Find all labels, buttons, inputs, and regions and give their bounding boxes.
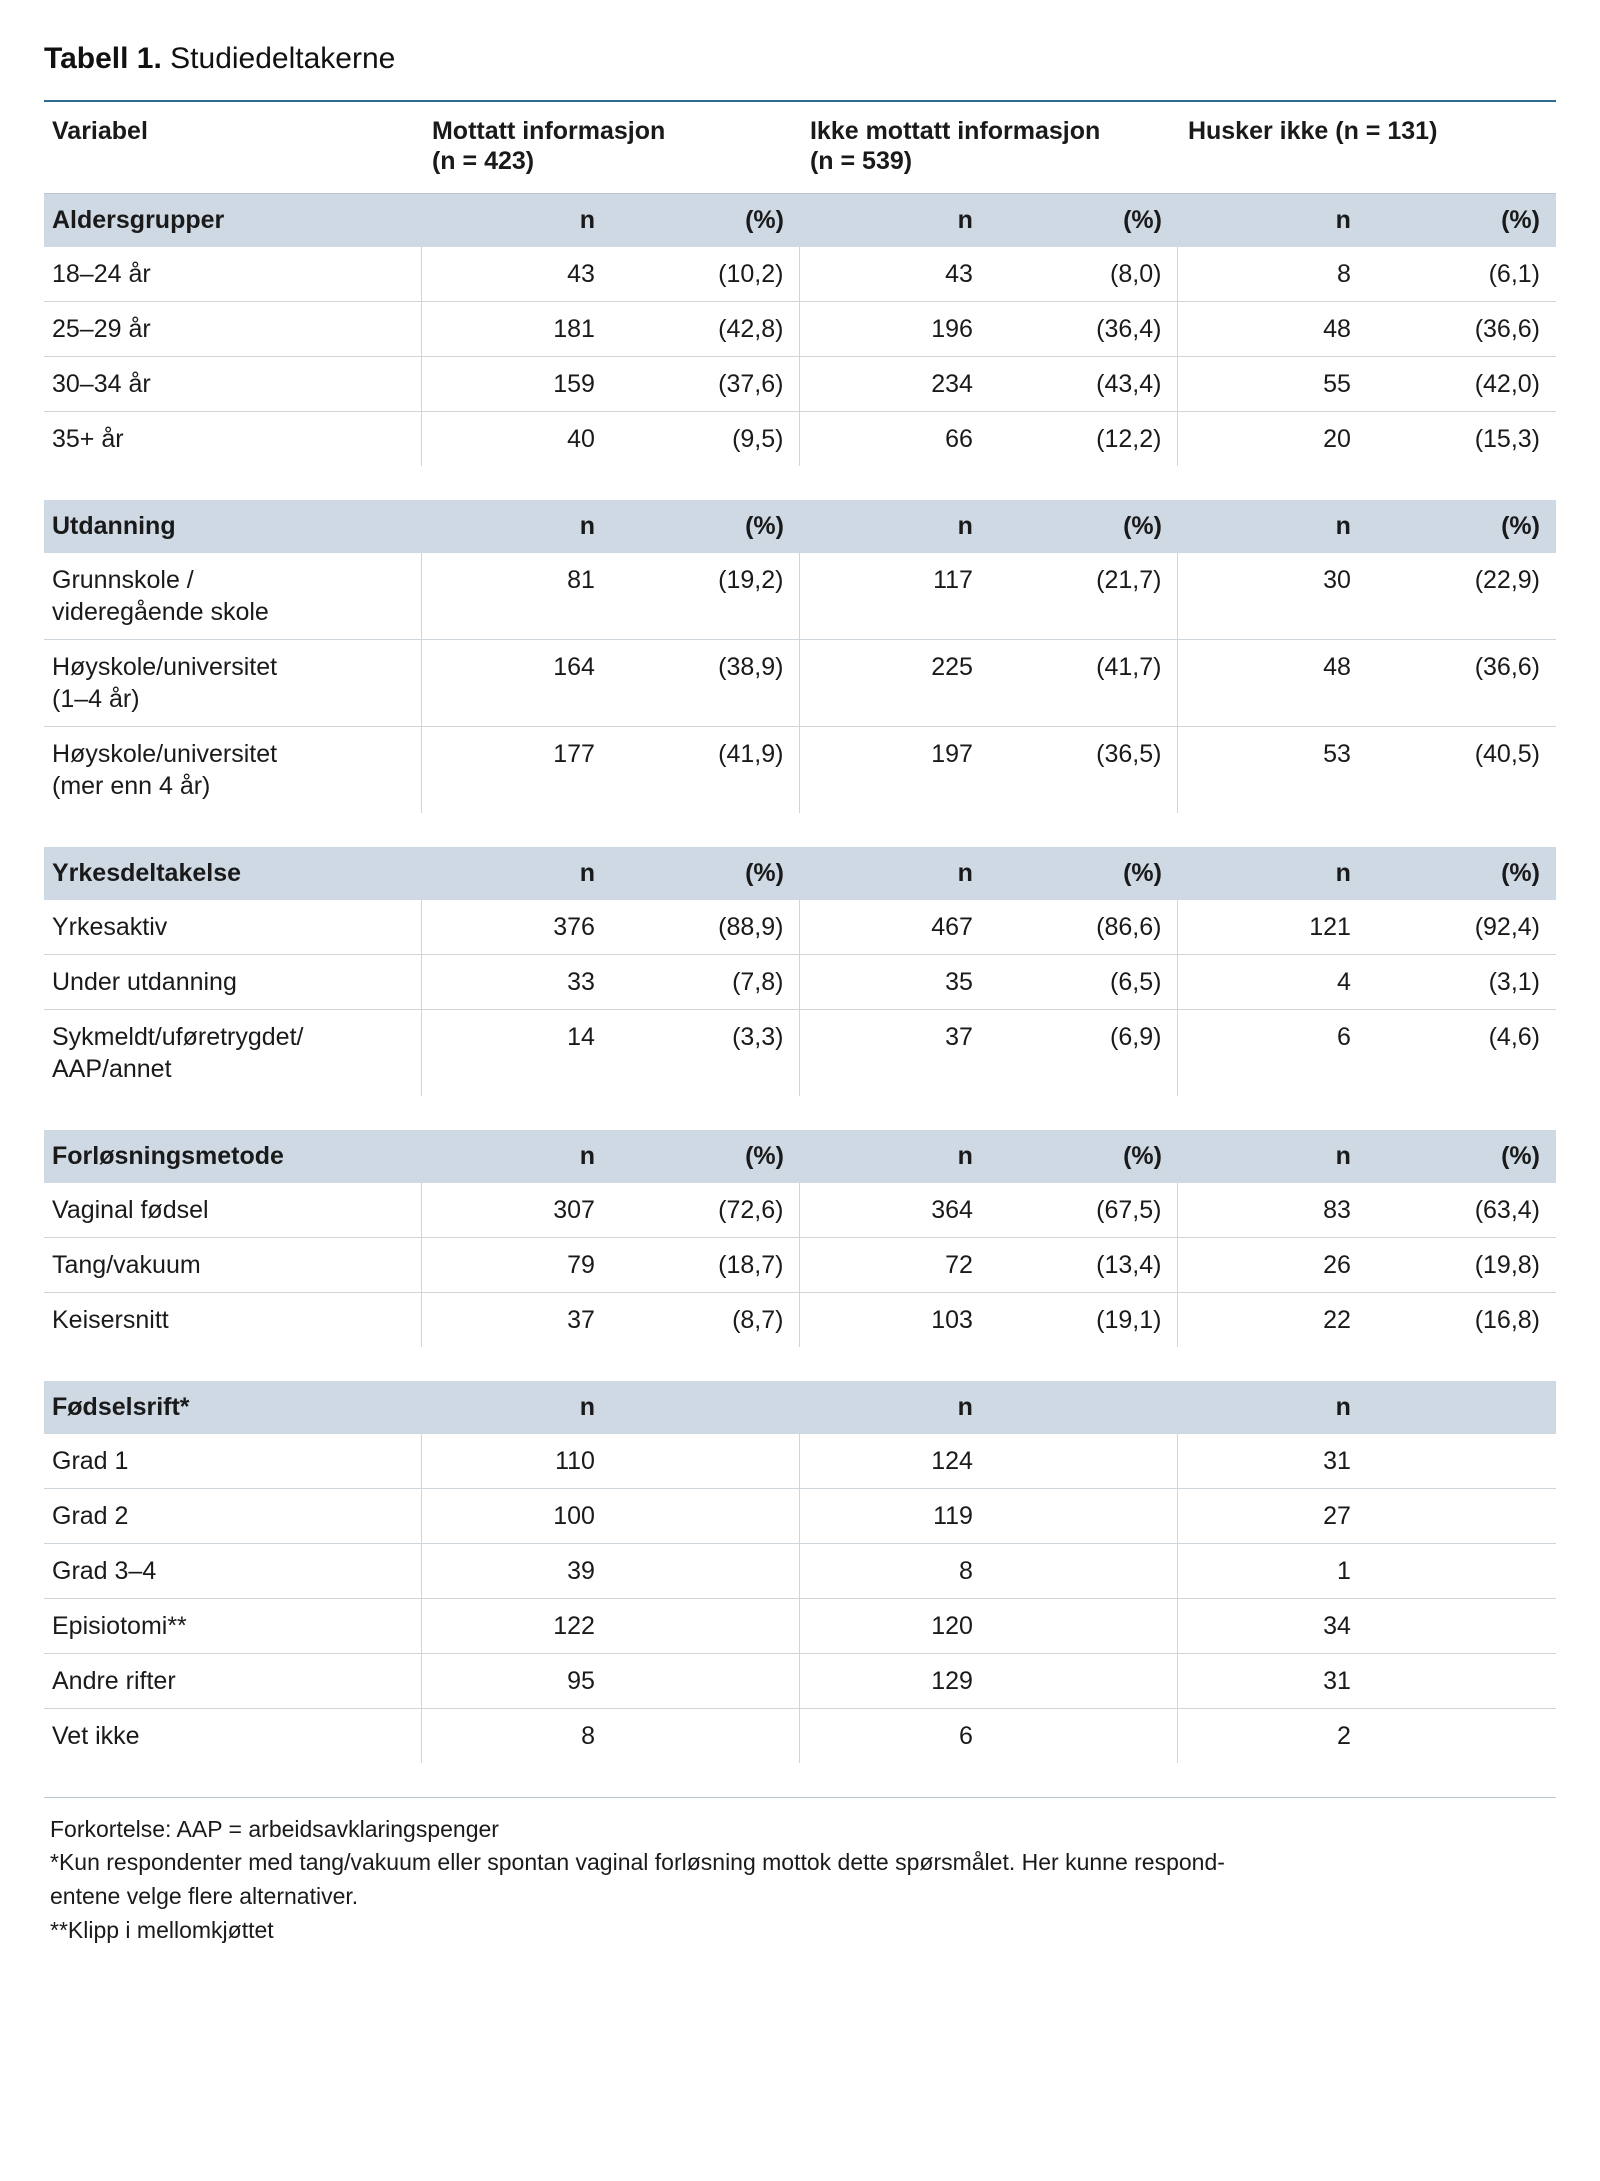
cell-count: 121 (1178, 900, 1367, 955)
cell-percent: (9,5) (732, 424, 784, 453)
section-subheader: (%) (611, 847, 800, 900)
section-subheader: n (800, 193, 989, 247)
section-subheader: n (1178, 1381, 1367, 1434)
cell-count: 467 (800, 900, 989, 955)
row-label: Episiotomi** (44, 1598, 422, 1653)
cell-count: 159 (422, 356, 611, 411)
cell-percent: (92,4) (1367, 900, 1556, 955)
caption-title: Studiedeltakerne (161, 42, 396, 75)
cell-count: 6 (1178, 1009, 1367, 1096)
section-subheader: (%) (989, 847, 1178, 900)
cell-percent (1367, 1434, 1556, 1489)
section-subheader: n (422, 500, 611, 553)
table-row (44, 247, 1556, 302)
section-subheader: n (422, 847, 611, 900)
cell-percent (1367, 1598, 1556, 1653)
cell-count: 2 (1178, 1708, 1367, 1763)
cell-percent (989, 1488, 1178, 1543)
cell-count: 8 (1178, 247, 1367, 302)
cell-percent: (43,4) (989, 356, 1178, 411)
cell-percent: (4,6) (1488, 1022, 1540, 1051)
table-row (44, 1009, 1556, 1096)
section-subheader (989, 1381, 1178, 1434)
table-row (44, 1543, 1556, 1598)
section-subheader: n (800, 847, 989, 900)
cell-percent: (42,8) (611, 301, 800, 356)
section-subheader: n (422, 1381, 611, 1434)
cell-count: 26 (1178, 1237, 1367, 1292)
cell-percent: (6,5) (989, 954, 1178, 1009)
table-row (44, 1653, 1556, 1708)
section-subheader: (%) (989, 193, 1178, 247)
table-row (44, 639, 1556, 726)
table-row (44, 1434, 1556, 1489)
table-row (44, 1488, 1556, 1543)
spacer-cell (44, 1763, 1556, 1797)
cell-count: 27 (1178, 1488, 1367, 1543)
cell-count: 181 (422, 301, 611, 356)
section-subheader: (%) (989, 1130, 1178, 1183)
cell-count: 55 (1178, 356, 1367, 411)
header-group-ikke-mottatt: Ikke mottatt informasjon (n = 539) (800, 101, 1178, 194)
section-header-row (44, 193, 1556, 247)
cell-percent: (6,1) (1367, 247, 1556, 302)
cell-count: 72 (800, 1237, 989, 1292)
section-subheader: n (422, 193, 611, 247)
cell-percent: (15,3) (1474, 424, 1540, 453)
cell-percent (1367, 1543, 1556, 1598)
cell-percent: (40,5) (1474, 739, 1540, 768)
cell-count: 79 (422, 1237, 611, 1292)
table-row (44, 411, 1556, 466)
row-label: Tang/vakuum (44, 1237, 422, 1292)
section-spacer (44, 466, 1556, 500)
cell-percent: (16,8) (1474, 1305, 1540, 1334)
cell-percent: (13,4) (989, 1237, 1178, 1292)
cell-count: 8 (800, 1543, 989, 1598)
row-label: 35+ år (52, 424, 124, 453)
header-group-mottatt: Mottatt informasjon (n = 423) (422, 101, 800, 194)
cell-percent (611, 1434, 800, 1489)
cell-count: 37 (800, 1009, 989, 1096)
section-subheader: n (800, 1381, 989, 1434)
table-row (44, 1292, 1556, 1347)
section-subheader: n (1178, 847, 1367, 900)
cell-percent (989, 1434, 1178, 1489)
cell-percent: (38,9) (611, 639, 800, 726)
row-label: Grunnskole / videregående skole (44, 553, 422, 640)
cell-count: 177 (422, 726, 611, 813)
cell-percent: (19,2) (611, 553, 800, 640)
cell-percent: (12,2) (1096, 424, 1162, 453)
cell-count: 40 (422, 411, 611, 466)
cell-percent: (42,0) (1367, 356, 1556, 411)
cell-count: 81 (422, 553, 611, 640)
cell-count: 364 (800, 1183, 989, 1238)
cell-percent: (67,5) (989, 1183, 1178, 1238)
cell-count: 48 (1178, 301, 1367, 356)
header-group-husker-ikke: Husker ikke (n = 131) (1178, 101, 1556, 194)
section-title: Fødselsrift* (44, 1381, 422, 1434)
row-label: Grad 1 (44, 1434, 422, 1489)
cell-count: 22 (1178, 1292, 1367, 1347)
cell-count: 39 (422, 1543, 611, 1598)
cell-percent: (19,8) (1367, 1237, 1556, 1292)
cell-percent (989, 1598, 1178, 1653)
cell-percent (1367, 1708, 1556, 1763)
footnote-line: *Kun respondenter med tang/vakuum eller spontan vaginal forløsning mottok dette spørsmålet. Her kunne respond- (50, 1849, 1225, 1876)
cell-percent: (19,1) (1096, 1305, 1162, 1334)
cell-percent: (8,7) (732, 1305, 784, 1334)
cell-percent: (36,6) (1367, 639, 1556, 726)
cell-percent: (18,7) (611, 1237, 800, 1292)
row-label: Under utdanning (44, 954, 422, 1009)
cell-percent (989, 1653, 1178, 1708)
cell-count: 83 (1178, 1183, 1367, 1238)
cell-percent: (36,4) (989, 301, 1178, 356)
cell-count: 35 (800, 954, 989, 1009)
cell-count: 1 (1178, 1543, 1367, 1598)
section-spacer (44, 1763, 1556, 1797)
cell-count: 31 (1178, 1434, 1367, 1489)
section-subheader: (%) (611, 1130, 800, 1183)
table-row (44, 954, 1556, 1009)
cell-percent: (63,4) (1367, 1183, 1556, 1238)
section-subheader: (%) (1367, 500, 1556, 553)
cell-count: 307 (422, 1183, 611, 1238)
table-row (44, 553, 1556, 640)
row-label: Sykmeldt/uføretrygdet/ AAP/annet (52, 1022, 304, 1083)
section-title: Utdanning (44, 500, 422, 553)
row-label: Høyskole/universitet (mer enn 4 år) (52, 739, 278, 800)
section-title: Yrkesdeltakelse (44, 847, 422, 900)
cell-percent: (8,0) (989, 247, 1178, 302)
section-subheader: n (800, 1130, 989, 1183)
cell-percent: (3,3) (732, 1022, 784, 1051)
cell-percent: (37,6) (611, 356, 800, 411)
section-subheader: n (422, 1130, 611, 1183)
cell-count: 53 (1178, 726, 1367, 813)
row-label: Keisersnitt (52, 1305, 169, 1334)
cell-percent: (41,9) (718, 739, 784, 768)
cell-count: 20 (1178, 411, 1367, 466)
table-footnotes (44, 1798, 1556, 1979)
cell-percent: (22,9) (1367, 553, 1556, 640)
row-label: Høyskole/universitet (1–4 år) (44, 639, 422, 726)
cell-count: 122 (422, 1598, 611, 1653)
table-row (44, 301, 1556, 356)
cell-percent (611, 1653, 800, 1708)
cell-percent (1367, 1653, 1556, 1708)
cell-count: 43 (422, 247, 611, 302)
cell-count: 8 (422, 1708, 611, 1763)
cell-count: 117 (800, 553, 989, 640)
footnote-line: Forkortelse: AAP = arbeidsavklaringspenger (50, 1815, 499, 1842)
cell-percent: (86,6) (989, 900, 1178, 955)
table-row (44, 1237, 1556, 1292)
cell-percent (611, 1488, 800, 1543)
table-caption (44, 40, 1556, 78)
table-row (44, 356, 1556, 411)
section-subheader: (%) (989, 500, 1178, 553)
cell-percent (1367, 1488, 1556, 1543)
section-subheader: (%) (611, 193, 800, 247)
section-subheader: n (1178, 1130, 1367, 1183)
table-row (44, 1708, 1556, 1763)
section-subheader: n (800, 500, 989, 553)
header-variable: Variabel (44, 101, 422, 194)
section-subheader: n (1178, 500, 1367, 553)
cell-percent: (3,1) (1367, 954, 1556, 1009)
cell-count: 110 (422, 1434, 611, 1489)
row-label: Grad 3–4 (44, 1543, 422, 1598)
cell-count: 234 (800, 356, 989, 411)
cell-count: 30 (1178, 553, 1367, 640)
row-label: Andre rifter (44, 1653, 422, 1708)
section-subheader (1367, 1381, 1556, 1434)
spacer-cell (44, 813, 1556, 847)
cell-percent (989, 1708, 1178, 1763)
caption-number: Tabell 1. (44, 42, 162, 75)
cell-percent: (21,7) (989, 553, 1178, 640)
cell-count: 43 (800, 247, 989, 302)
section-subheader: (%) (611, 500, 800, 553)
cell-count: 196 (800, 301, 989, 356)
cell-count: 14 (422, 1009, 611, 1096)
cell-count: 66 (800, 411, 989, 466)
cell-percent: (6,9) (1110, 1022, 1162, 1051)
cell-count: 376 (422, 900, 611, 955)
section-spacer (44, 1347, 1556, 1381)
footnote-line: **Klipp i mellomkjøttet (50, 1916, 274, 1943)
section-header-row (44, 1381, 1556, 1434)
cell-count: 119 (800, 1488, 989, 1543)
row-label: 18–24 år (44, 247, 422, 302)
table-row (44, 1598, 1556, 1653)
cell-count: 95 (422, 1653, 611, 1708)
cell-percent: (41,7) (989, 639, 1178, 726)
table-row (44, 1183, 1556, 1238)
cell-count: 225 (800, 639, 989, 726)
section-spacer (44, 1096, 1556, 1130)
cell-percent (611, 1543, 800, 1598)
cell-count: 164 (422, 639, 611, 726)
row-label: 25–29 år (44, 301, 422, 356)
row-label: Grad 2 (44, 1488, 422, 1543)
section-subheader (611, 1381, 800, 1434)
row-label: Vaginal fødsel (44, 1183, 422, 1238)
cell-percent: (7,8) (611, 954, 800, 1009)
cell-count: 31 (1178, 1653, 1367, 1708)
section-title: Forløsningsmetode (44, 1130, 422, 1183)
cell-count: 6 (800, 1708, 989, 1763)
cell-percent (989, 1543, 1178, 1598)
cell-count: 33 (422, 954, 611, 1009)
footnote-line: entene velge flere alternativer. (50, 1882, 359, 1909)
cell-percent (611, 1708, 800, 1763)
section-subheader: (%) (1367, 193, 1556, 247)
cell-count: 103 (800, 1292, 989, 1347)
cell-count: 100 (422, 1488, 611, 1543)
cell-percent: (36,6) (1367, 301, 1556, 356)
section-header-row (44, 500, 1556, 553)
cell-percent: (72,6) (611, 1183, 800, 1238)
spacer-cell (44, 466, 1556, 500)
cell-count: 34 (1178, 1598, 1367, 1653)
spacer-cell (44, 1096, 1556, 1130)
row-label: 30–34 år (44, 356, 422, 411)
section-subheader: n (1178, 193, 1367, 247)
section-title: Aldersgrupper (44, 193, 422, 247)
table-header-row (44, 101, 1556, 194)
cell-count: 124 (800, 1434, 989, 1489)
cell-percent: (88,9) (611, 900, 800, 955)
row-label: Vet ikke (52, 1721, 140, 1750)
cell-percent (611, 1598, 800, 1653)
cell-percent: (36,5) (1096, 739, 1162, 768)
row-label: Yrkesaktiv (44, 900, 422, 955)
section-spacer (44, 813, 1556, 847)
table-row (44, 900, 1556, 955)
cell-count: 197 (800, 726, 989, 813)
cell-percent: (10,2) (611, 247, 800, 302)
spacer-cell (44, 1347, 1556, 1381)
section-subheader: (%) (1367, 847, 1556, 900)
table-row (44, 726, 1556, 813)
section-header-row (44, 1130, 1556, 1183)
cell-count: 4 (1178, 954, 1367, 1009)
section-header-row (44, 847, 1556, 900)
cell-count: 37 (422, 1292, 611, 1347)
cell-count: 120 (800, 1598, 989, 1653)
cell-count: 129 (800, 1653, 989, 1708)
cell-count: 48 (1178, 639, 1367, 726)
section-subheader: (%) (1367, 1130, 1556, 1183)
participants-table (44, 100, 1556, 1797)
